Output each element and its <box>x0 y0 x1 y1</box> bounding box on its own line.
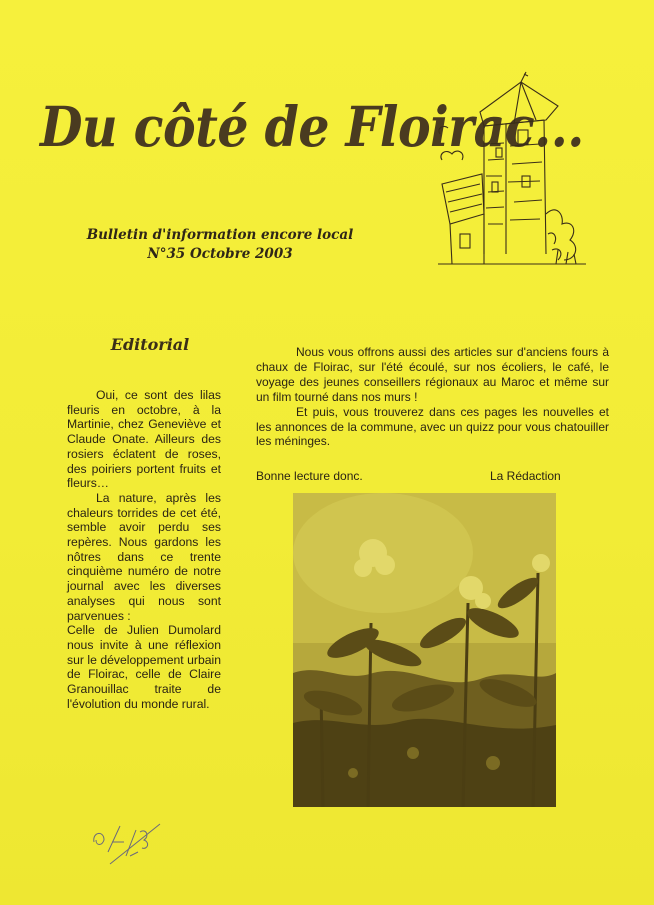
editorial-paragraph-4: Nous vous offrons aussi des articles sur d'anciens fours à chaux de Floirac, sur l'été écoulé, sur nos écoliers, le café, le voyage des jeunes conseillers régionaux au Maroc et même sur un film tourné dans nos murs ! <box>256 345 609 404</box>
editorial-left-column <box>67 388 221 711</box>
editorial-heading: Editorial <box>110 335 190 354</box>
editorial-paragraph-5: Et puis, vous trouverez dans ces pages les nouvelles et les annonces de la commune, avec un quizz pour vous chatouiller les méninges. <box>256 404 609 449</box>
closing-text: Bonne lecture donc. <box>256 469 363 483</box>
editorial-paragraph-3: Celle de Julien Dumolard nous invite à une réflexion sur le développement urbain de Floirac, celle de Claire Granouillac traite de l'évolution du monde rural. <box>67 623 221 711</box>
page-title: Du côté de Floirac... <box>40 94 584 160</box>
subtitle-line-1: Bulletin d'information encore local <box>86 227 354 243</box>
editorial-paragraph-2: La nature, après les chaleurs torrides de cet été, semble avoir perdu ses repères. Nous gardons les nôtres dans ce trente cinquième numéro de notre journal avec les diverses analyses qui nous sont parvenues : <box>67 490 221 623</box>
subtitle-line-2: N°35 Octobre 2003 <box>147 246 293 262</box>
editorial-paragraph-1: Oui, ce sont des lilas fleuris en octobre, à la Martinie, chez Geneviève et Claude Onate. Ailleurs des rosiers éclatent de roses, des poiriers portent fruits et fleurs… <box>67 388 221 491</box>
editorial-right-column <box>256 345 609 449</box>
castle-tower-drawing <box>436 64 588 274</box>
flower-photo <box>293 493 556 807</box>
handwritten-mark <box>90 812 170 872</box>
subtitle-block <box>70 226 370 264</box>
signature: La Rédaction <box>490 469 561 483</box>
